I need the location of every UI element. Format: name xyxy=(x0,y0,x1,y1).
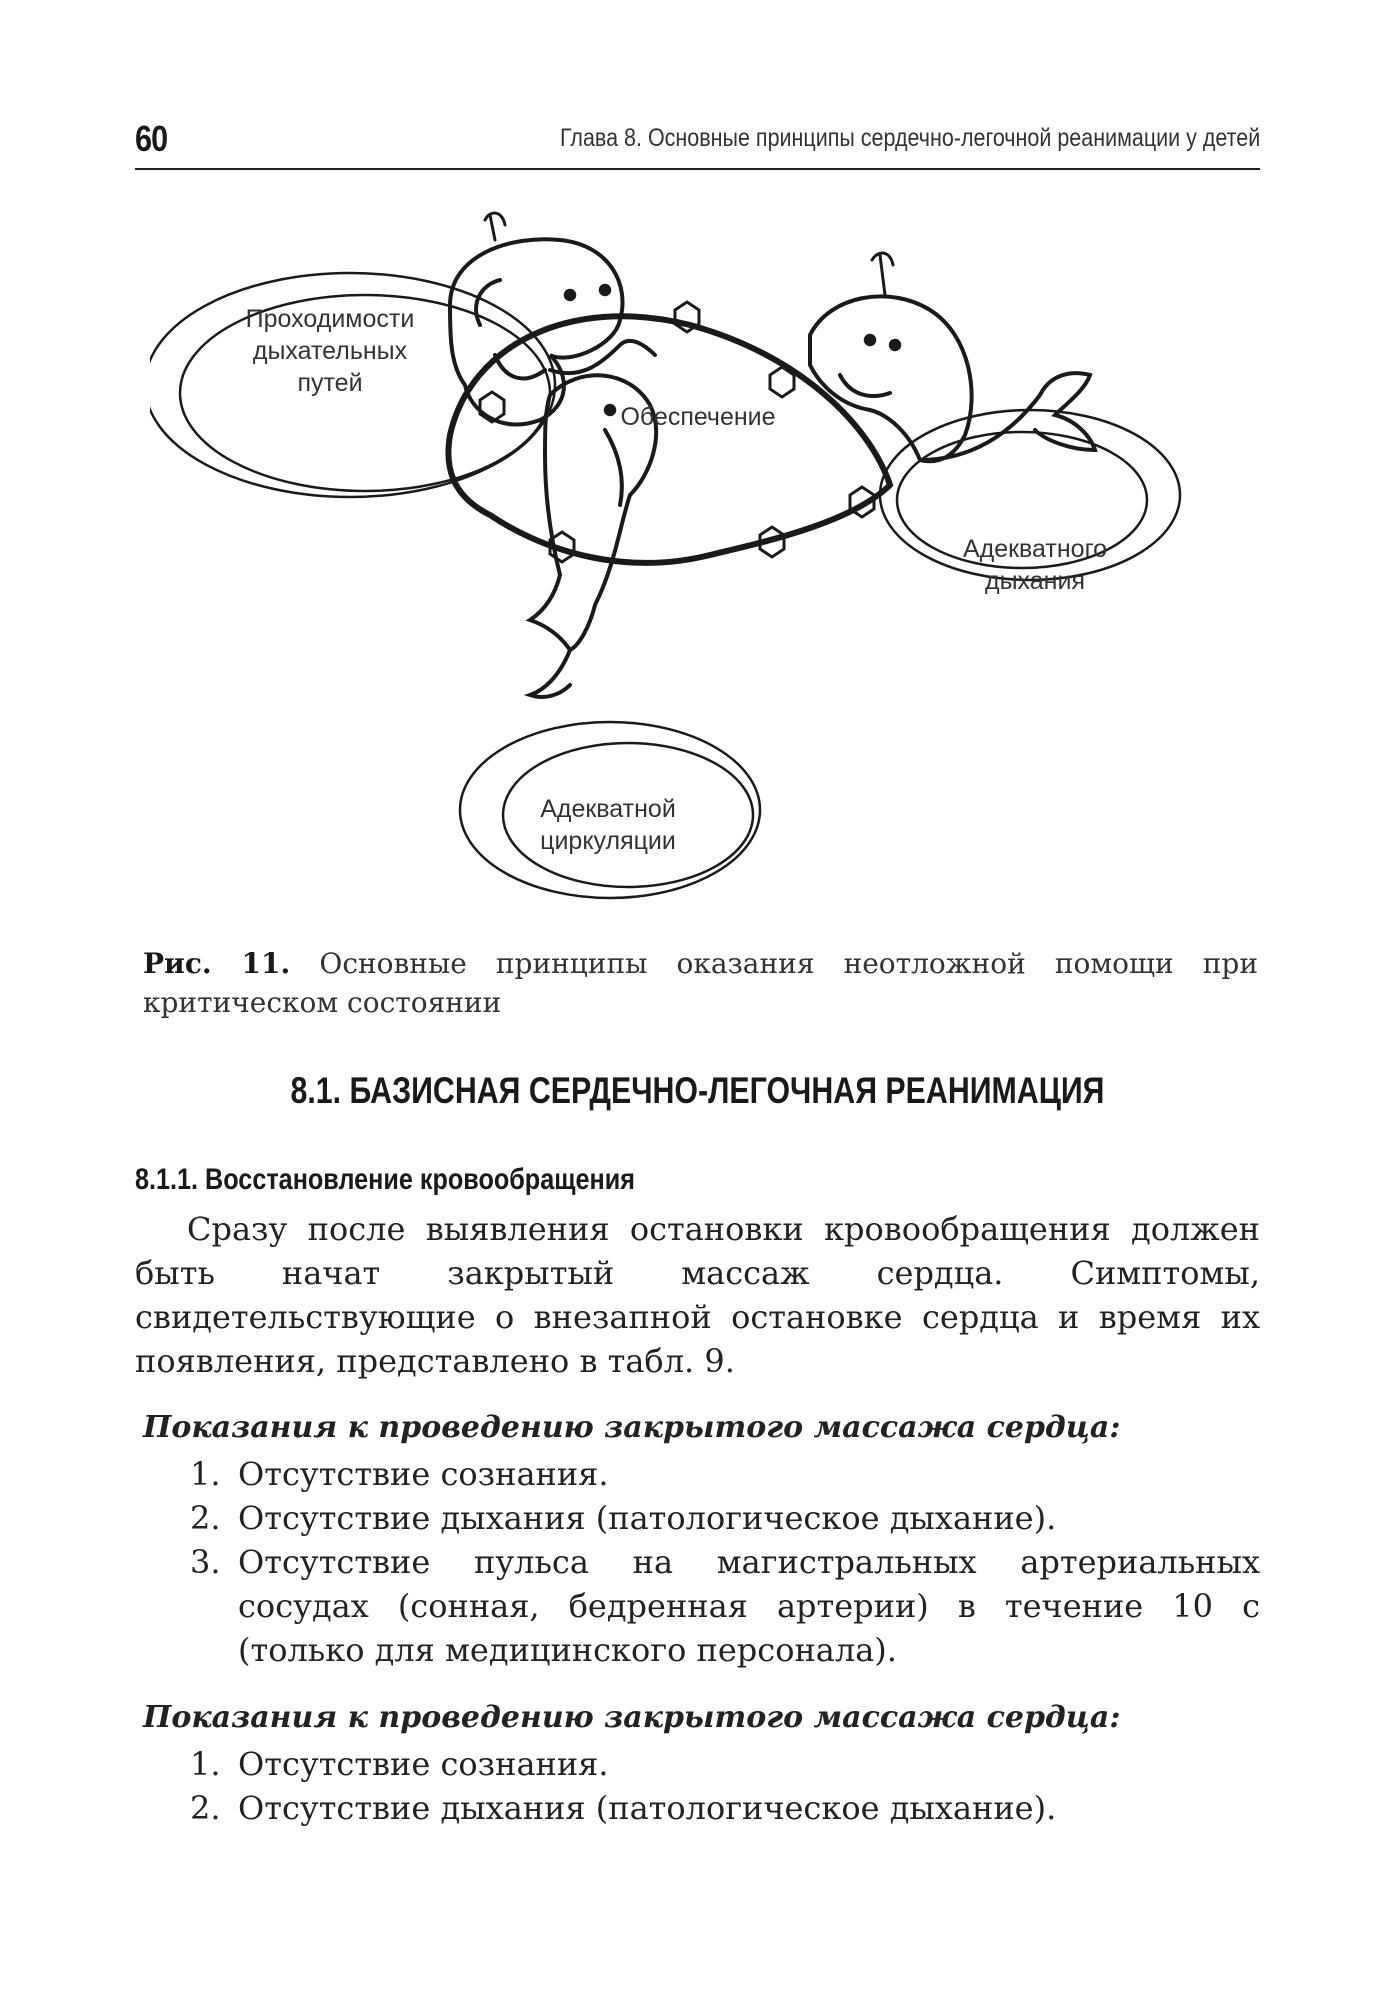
page-number: 60 xyxy=(135,118,168,159)
list-item-text: Отсутствие дыхания (патологическое дыхание). xyxy=(238,1499,1057,1537)
whale-diagram xyxy=(150,195,1260,935)
body-paragraph: Сразу после выявления остановки кровообращения должен быть начат закрытый массаж сердца. Симптомы, свидетельствующие о внезапной остановке сердца и время их появления, представлено в табл. 9. xyxy=(135,1210,1260,1380)
caption-label: Рис. 11. xyxy=(143,947,291,980)
list-item xyxy=(135,1786,1260,1830)
label-breathing-line1: Адекватного xyxy=(962,535,1108,563)
label-airway-line3: путей xyxy=(297,369,363,397)
list1-title: Показания к проведению закрытого массажа сердца: xyxy=(143,1410,1121,1445)
list-item-number: 2. xyxy=(190,1789,221,1827)
list-item-text: Отсутствие дыхания (патологическое дыхание). xyxy=(238,1789,1057,1827)
list-item-number: 1. xyxy=(190,1455,221,1493)
list-item xyxy=(135,1452,1260,1496)
list2-title: Показания к проведению закрытого массажа сердца: xyxy=(143,1700,1121,1735)
caption-text: Основные принципы оказания неотложной помощи при критическом состоянии xyxy=(143,947,1258,1019)
label-airway-line1: Проходимости xyxy=(245,305,415,333)
list2 xyxy=(135,1742,1260,1830)
list-item xyxy=(135,1540,1260,1672)
section-title: 8.1. БАЗИСНАЯ СЕРДЕЧНО-ЛЕГОЧНАЯ РЕАНИМАЦИЯ xyxy=(290,1070,1105,1111)
subsection-title: 8.1.1. Восстановление кровообращения xyxy=(135,1163,635,1196)
page-header xyxy=(135,118,1260,170)
label-circulation-line2: циркуляции xyxy=(540,827,676,855)
label-breathing-line2: дыхания xyxy=(985,567,1085,595)
list1 xyxy=(135,1452,1260,1672)
list-item xyxy=(135,1742,1260,1786)
figure-caption xyxy=(143,944,1258,1022)
list-item-text: Отсутствие пульса на магистральных артериальных сосудах (сонная, бедренная артерии) в течение 10 с (только для медицинского персонала). xyxy=(238,1543,1260,1669)
label-airway-line2: дыхательных xyxy=(252,337,408,365)
whale-right xyxy=(810,296,972,461)
chain-ring xyxy=(448,316,890,563)
list-item xyxy=(135,1496,1260,1540)
list-item-number: 2. xyxy=(190,1499,221,1537)
list-item-number: 3. xyxy=(190,1543,221,1581)
running-head: Глава 8. Основные принципы сердечно-легочной реанимации у детей xyxy=(559,124,1260,152)
label-center: Обеспечение xyxy=(620,403,776,431)
list-item-number: 1. xyxy=(190,1745,221,1783)
molecule-3 xyxy=(675,302,699,332)
list-item-text: Отсутствие сознания. xyxy=(238,1455,609,1493)
figure-illustration xyxy=(150,195,1260,935)
molecule-4 xyxy=(770,367,794,397)
list-item-text: Отсутствие сознания. xyxy=(238,1745,609,1783)
label-circulation-line1: Адекватной xyxy=(540,795,676,823)
